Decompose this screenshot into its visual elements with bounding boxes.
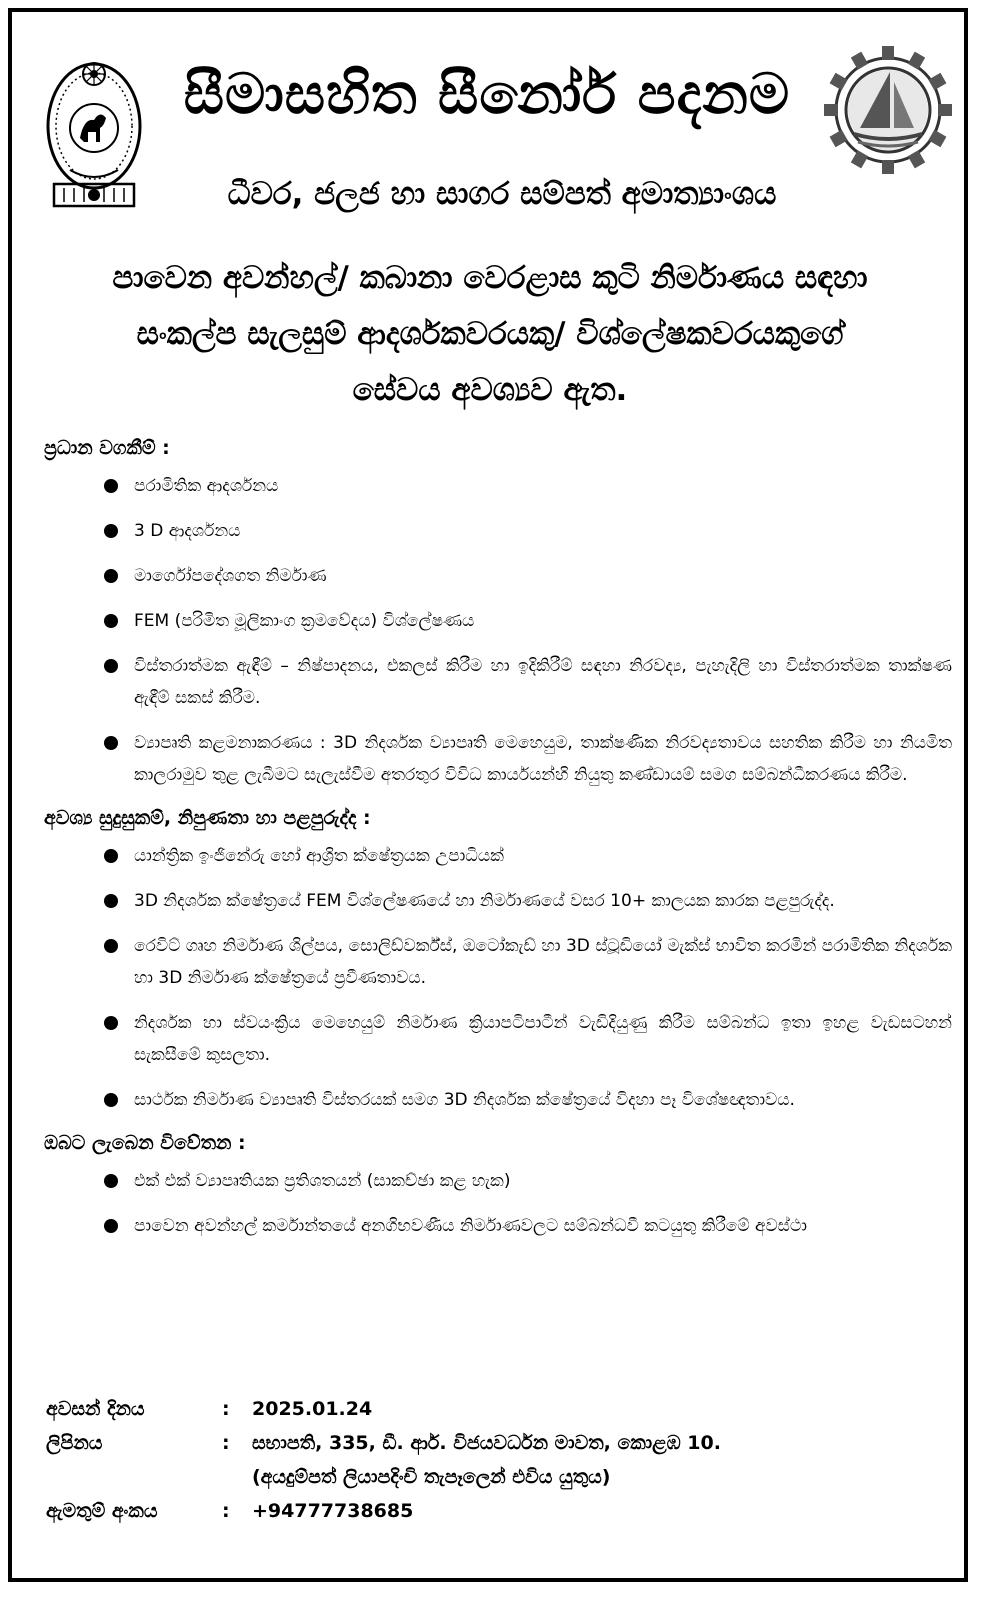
address-value: සභාපති, 335, ඩී. ආර්. විජයවර්ධන මාවත, කොළඹ 10. bbox=[252, 1432, 721, 1454]
vacancy-heading bbox=[42, 250, 938, 418]
duties-list bbox=[42, 470, 952, 791]
list-item: පාවෙන අවන්හල් කර්මාන්තයේ අනගිභවණීය නිර්මාණවලට සම්බන්ධවී කටයුතු කිරීමේ අවස්ථා bbox=[42, 1210, 952, 1242]
address-note-row bbox=[46, 1460, 946, 1494]
bullet-icon bbox=[104, 849, 118, 863]
phone-label: ඇමතුම් අංකය bbox=[46, 1500, 158, 1522]
bullet-icon bbox=[104, 1093, 118, 1107]
bullet-icon bbox=[104, 894, 118, 908]
requirements-title: අවශ්‍ය සුදුසුකම්, නිපුණතා හා පළපුරුද්ද : bbox=[44, 807, 371, 829]
bullet-icon bbox=[104, 736, 118, 750]
ministry-name: ධීවර, ජලජ හා සාගර සම්පත් අමාත්‍යාංශය bbox=[227, 176, 777, 212]
separator: : bbox=[222, 1432, 230, 1454]
list-item: පරාමිතික ආදර්ශනය bbox=[42, 470, 952, 502]
bullet-icon bbox=[104, 524, 118, 538]
closing-date-value: 2025.01.24 bbox=[252, 1398, 373, 1420]
heading-line-3: සේවය අවශ්‍යව ඇත. bbox=[352, 372, 628, 408]
list-item: එක් එක් ව්‍යාපෘතියක ප්‍රතිශතයන් (සාකච්ඡා කළ හැක) bbox=[42, 1165, 952, 1197]
benefits-list bbox=[42, 1165, 952, 1242]
heading-line-2: සංකල්ප සැලසුම් ආදර්ශකවරයකු/ විශ්ලේෂකවරයකුගේ bbox=[136, 316, 844, 352]
address-row bbox=[46, 1426, 946, 1460]
phone-row bbox=[46, 1494, 946, 1528]
list-item: ව්‍යාපෘති කළමනාකරණය : 3D නිදර්ශක ව්‍යාපෘති මෙහෙයුම, තාක්ෂණික නිරවද්‍යතාවය සහතික කිරීම හා නියමිත කාලරාමුව තුළ ලැබීමට සැලැස්වීම අතරතුර විවිධ කාර්යයන්හි නියුතු කණ්ඩායම් සමග සම්බන්ධීකරණය කිරීම. bbox=[42, 727, 952, 791]
benefits-title: ඔබට ලැබෙන විවේතන : bbox=[44, 1132, 246, 1154]
list-item: සාර්ථක නිර්මාණ ව්‍යාපෘති විස්තරයක් සමග 3D නිදර්ශක ක්ෂේත්‍රයේ විදහා පෑ විශේෂඥතාවය. bbox=[42, 1084, 952, 1116]
list-item: මාර්ගෝපදේශගත නිර්මාණ bbox=[42, 560, 952, 592]
contact-details bbox=[46, 1392, 946, 1528]
separator: : bbox=[222, 1500, 230, 1522]
bullet-icon bbox=[104, 479, 118, 493]
list-item: FEM (පරිමිත මූලිකාංග ක්‍රමවේදය) විශ්ලේෂණය bbox=[42, 605, 952, 637]
separator: : bbox=[222, 1398, 230, 1420]
state-emblem-icon bbox=[40, 52, 148, 216]
list-item: 3D නිදර්ශක ක්ෂේත්‍රයේ FEM විශ්ලේෂණයේ හා නිර්මාණයේ වසර 10+ කාලයක කාරක පළපුරුද්ද. bbox=[42, 885, 952, 917]
organization-name: සීමාසහිත සීනෝර් පදනම bbox=[183, 62, 791, 127]
bullet-icon bbox=[104, 659, 118, 673]
bullet-icon bbox=[104, 939, 118, 953]
list-item: 3 D ආදර්ශනය bbox=[42, 515, 952, 547]
heading-line-1: පාවෙන අවන්හල්/ කබානා වෙරළාස කුටි නිර්මාණය සඳහා bbox=[112, 260, 868, 296]
advert-header bbox=[12, 12, 964, 232]
advertisement-frame bbox=[8, 8, 968, 1582]
bullet-icon bbox=[104, 1219, 118, 1233]
requirements-list bbox=[42, 840, 952, 1116]
list-item: විස්තරාත්මක ඇඳීම් – නිෂ්පාදනය, එකලස් කිරීම හා ඉදිකිරීම් සඳහා නිරවද්‍ය, පැහැදිලි හා විස්තරාත්මක තාක්ෂණ ඇඳීම් සකස් කිරීම. bbox=[42, 650, 952, 714]
sailboat-gear-logo-icon bbox=[820, 42, 956, 178]
address-note: (අයදුම්පත් ලියාපදිංචි තැපෑලෙන් එවිය යුතුය) bbox=[252, 1466, 611, 1488]
bullet-icon bbox=[104, 614, 118, 628]
bullet-icon bbox=[104, 1016, 118, 1030]
closing-date-row bbox=[46, 1392, 946, 1426]
bullet-icon bbox=[104, 1174, 118, 1188]
list-item: යාන්ත්‍රික ඉංජිනේරු හෝ ආශ්‍රිත ක්ෂේත්‍රයක උපාධියක් bbox=[42, 840, 952, 872]
advert-body bbox=[42, 434, 952, 1255]
closing-date-label: අවසන් දිනය bbox=[46, 1398, 145, 1420]
address-label: ලිපිනය bbox=[46, 1432, 103, 1454]
bullet-icon bbox=[104, 569, 118, 583]
list-item: රෙවිට් ගෘහ නිර්මාණ ශිල්පය, සොලිඩ්වර්ක්ස්, ඔටෝකැඩ් හා 3D ස්ටූඩියෝ මැක්ස් භාවිත කරමින් පරාමිතික නිදර්ශක හා 3D නිර්මාණ ක්ෂේත්‍රයේ ප්‍රවීණතාවය. bbox=[42, 930, 952, 994]
duties-title: ප්‍රධාන වගකීම් : bbox=[44, 437, 170, 459]
list-item: නිදර්ශක හා ස්වයංක්‍රිය මෙහෙයුම් නිර්මාණ ක්‍රියාපටිපාටීන් වැඩිදියුණු කිරීම සම්බන්ධ ඉතා ඉහළ වැඩසටහන් සැකසීමේ කුසලතා. bbox=[42, 1007, 952, 1071]
phone-value: +94777738685 bbox=[252, 1500, 414, 1522]
